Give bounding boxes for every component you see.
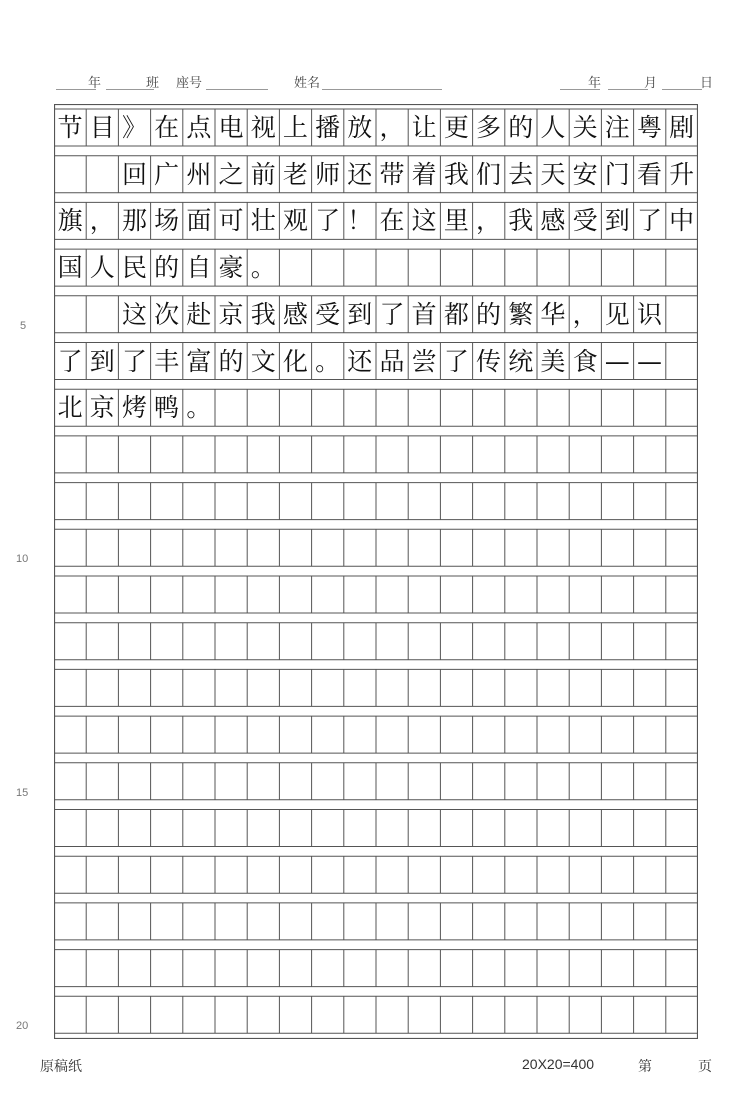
grid-character: 电: [218, 113, 244, 142]
grid-row-boxes: [54, 716, 698, 753]
grid-character: [54, 156, 86, 193]
grid-character: 老: [282, 159, 308, 189]
grid-character: 烤: [121, 393, 147, 423]
grid-character: 的: [154, 253, 180, 283]
grid-character: 们: [476, 159, 502, 189]
grid-character: ！: [347, 206, 373, 236]
date-month-label: 月: [644, 76, 658, 91]
grid-character: 到: [89, 346, 115, 376]
grid-character: 着: [411, 159, 437, 189]
grid-character: 。: [186, 393, 212, 423]
writing-row: [54, 343, 698, 380]
grid-character: [86, 296, 118, 333]
sheet-footer: [40, 1056, 715, 1080]
name-blank: [322, 89, 442, 90]
grid-character: 的: [508, 113, 534, 142]
grid-row-boxes: [54, 669, 698, 706]
grid-character: 粤: [636, 113, 662, 142]
grid-character: 到: [347, 299, 373, 329]
grid-character: 富: [186, 346, 212, 376]
grid-character: 门: [604, 159, 630, 189]
grid-character: 文: [250, 346, 276, 376]
row-number: 5: [20, 319, 27, 332]
grid-character: 人: [89, 253, 115, 283]
grid-character: 更: [443, 113, 469, 142]
grid-character: 广: [154, 159, 180, 189]
grid-character: 安: [572, 159, 598, 189]
grid-character: 去: [508, 159, 534, 189]
grid-character: 了: [443, 346, 469, 376]
grid-character: 在: [379, 206, 405, 236]
grid-character: 丰: [154, 346, 180, 376]
seat-label: 座号: [176, 76, 203, 91]
grid-character: 剧: [669, 113, 695, 142]
name-label: 姓名: [294, 76, 321, 91]
seat-blank: [206, 89, 268, 90]
grid-character: 节: [57, 113, 83, 142]
grid-character: 的: [476, 299, 502, 329]
grid-character: 。: [315, 346, 341, 376]
grid-character: 回: [121, 159, 147, 189]
date-month-blank: [608, 89, 648, 90]
grid-row-boxes: [54, 436, 698, 473]
grid-character: 品: [379, 346, 405, 376]
grid-character: 这: [121, 299, 147, 329]
grid-character: 都: [443, 299, 469, 329]
grid-character: 播: [315, 113, 341, 142]
grid-row-boxes: [54, 576, 698, 613]
grid-row-boxes: [54, 903, 698, 940]
grid-character: 还: [347, 346, 373, 376]
grid-character: 观: [282, 206, 308, 236]
grid-character: 在: [154, 113, 180, 142]
grid-character: 点: [186, 113, 212, 142]
grid-character: 北: [57, 393, 83, 423]
row-number: 20: [16, 1020, 29, 1033]
grid-character: 壮: [250, 206, 276, 236]
grid-character: 自: [186, 253, 212, 283]
writing-row: [54, 296, 698, 333]
grid-character: 里: [443, 206, 469, 236]
year-label: 年: [88, 76, 102, 91]
writing-row: [54, 389, 698, 426]
grid-character: 师: [315, 159, 341, 189]
grid-character: 次: [154, 299, 180, 329]
grid-character: 前: [250, 159, 276, 189]
grid-character: 了: [636, 206, 662, 236]
grid-character: 尝: [411, 346, 437, 376]
writing-row: [54, 109, 698, 146]
grid-character: 我: [443, 159, 469, 189]
grid-character: 视: [250, 113, 276, 142]
grid-character: 升: [669, 159, 695, 189]
writing-row: [54, 202, 698, 239]
grid-character: 场: [154, 206, 180, 236]
row-number: 10: [16, 553, 29, 566]
class-label: 班: [146, 76, 160, 91]
grid-character: 繁: [508, 299, 534, 329]
manuscript-grid: [54, 104, 698, 1039]
grid-character: 了: [121, 346, 147, 376]
grid-character: 的: [218, 346, 244, 376]
grid-character: 鸭: [154, 393, 180, 423]
grid-row-boxes: [54, 856, 698, 893]
grid-count: 20X20=400: [522, 1056, 595, 1072]
grid-character: 。: [250, 253, 276, 283]
grid-character: 民: [121, 253, 147, 283]
grid-row-boxes: [54, 763, 698, 800]
grid-character: 见: [604, 299, 630, 329]
grid-character: 面: [186, 206, 212, 236]
grid-character: 统: [508, 346, 534, 376]
grid-character: 可: [218, 206, 244, 236]
grid-character: 还: [347, 159, 373, 189]
grid-character: 人: [540, 113, 566, 142]
grid-character: 中: [669, 206, 695, 236]
grid-character: 之: [218, 159, 244, 189]
date-day-blank: [662, 89, 702, 90]
grid-character: 感: [540, 206, 566, 236]
page-suffix: 页: [698, 1059, 712, 1075]
row-number: 15: [16, 786, 29, 799]
grid-character: 到: [604, 206, 630, 236]
grid-character: 感: [282, 299, 308, 329]
grid-character: 了: [379, 299, 405, 329]
grid-row-boxes: [54, 483, 698, 520]
writing-row: [54, 249, 698, 286]
grid-border: [55, 105, 698, 1039]
writing-row: [54, 156, 698, 193]
grid-character: 》: [121, 113, 147, 142]
grid-character: 了: [315, 206, 341, 236]
grid-character: [86, 156, 118, 193]
grid-character: 这: [411, 206, 437, 236]
grid-character: 那: [121, 206, 147, 236]
grid-row-boxes: [54, 810, 698, 847]
grid-row-boxes: [54, 623, 698, 660]
grid-character: 赴: [186, 299, 212, 329]
grid-character: 传: [476, 346, 502, 376]
grid-character: 识: [636, 299, 662, 329]
grid-character: 受: [315, 299, 341, 329]
grid-character: 放: [347, 113, 373, 142]
grid-character: 京: [218, 299, 244, 329]
grid-character: ，: [379, 113, 405, 142]
grid-character: 旗: [57, 206, 83, 236]
grid-character: 京: [89, 393, 115, 423]
grid-character: 华: [540, 299, 566, 329]
grid-character: 注: [604, 113, 630, 142]
grid-character: 目: [89, 113, 115, 142]
sheet-header: [48, 62, 716, 96]
grid-character: —: [604, 346, 630, 376]
grid-character: —: [636, 346, 662, 376]
grid-character: 食: [572, 346, 598, 376]
grid-character: 受: [572, 206, 598, 236]
grid-character: 首: [411, 299, 437, 329]
grid-character: 化: [282, 346, 308, 376]
grid-character: ，: [89, 206, 115, 236]
date-year-label: 年: [588, 76, 602, 91]
grid-row-boxes: [54, 950, 698, 987]
grid-character: 天: [540, 159, 566, 189]
grid-character: 州: [186, 159, 212, 189]
grid-character: ，: [476, 206, 502, 236]
grid-character: 关: [572, 113, 598, 142]
grid-row-boxes: [54, 996, 698, 1033]
date-day-label: 日: [700, 76, 714, 91]
grid-character: 让: [411, 113, 437, 142]
grid-character: [54, 296, 86, 333]
page-prefix: 第: [638, 1059, 652, 1075]
grid-row-boxes: [54, 529, 698, 566]
grid-character: 我: [508, 206, 534, 236]
grid-character: 国: [57, 253, 83, 283]
grid-character: 豪: [218, 253, 244, 283]
grid-character: 看: [636, 159, 662, 189]
grid-character: 我: [250, 299, 276, 329]
grid-character: 多: [476, 113, 502, 142]
grid-lines: [54, 104, 698, 1039]
paper-title: 原稿纸: [40, 1059, 82, 1075]
grid-character: ，: [572, 299, 598, 329]
grid-character: 了: [57, 346, 83, 376]
grid-character: 美: [540, 346, 566, 376]
grid-character: 带: [379, 159, 405, 189]
grid-character: 上: [282, 113, 308, 142]
